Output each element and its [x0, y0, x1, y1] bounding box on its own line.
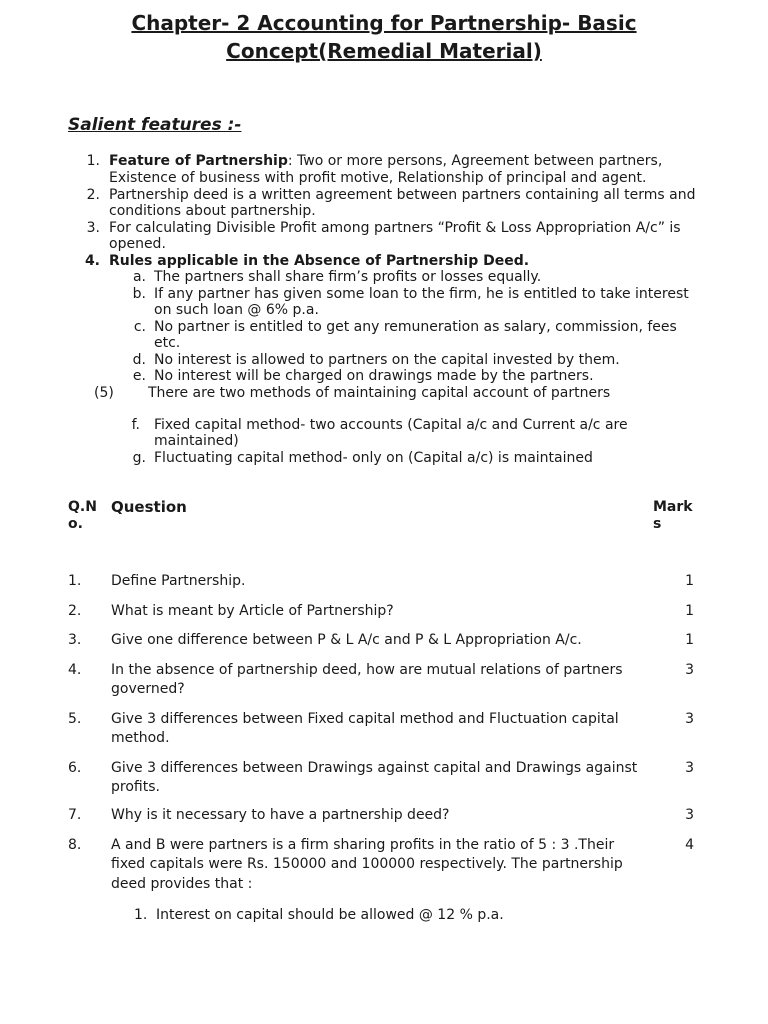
table-row-question: In the absence of partnership deed, how are mutual relations of partners [111, 662, 623, 678]
table-row-marks: 3 [685, 760, 694, 776]
feature-2-number: 2. [86, 187, 100, 203]
table-row-marks: 3 [685, 662, 694, 678]
rule-d-letter: d. [132, 352, 146, 368]
table-row-question: Define Partnership. [111, 573, 246, 589]
feature-2-line1: Partnership deed is a written agreement between partners containing all terms and [109, 187, 696, 203]
salient-features-heading: Salient features :- [68, 115, 242, 135]
feature-1-number: 1. [86, 153, 100, 169]
rule-e-line1: No interest will be charged on drawings made by the partners. [154, 368, 594, 384]
rule-e-letter: e. [132, 368, 146, 384]
rule-a-line1: The partners shall share firm’s profits or losses equally. [154, 269, 542, 285]
header-qno-line2: o. [68, 516, 83, 532]
table-row-question: What is meant by Article of Partnership? [111, 603, 394, 619]
table-row-question-cont: fixed capitals were Rs. 150000 and 100000 respectively. The partnership [111, 856, 623, 872]
feature-2-line2: conditions about partnership. [109, 203, 316, 219]
feature-5-number: (5) [94, 385, 114, 401]
rule-b-line1: If any partner has given some loan to the firm, he is entitled to take interest [154, 286, 689, 302]
feature-1-line2: Existence of business with profit motive, Relationship of principal and agent. [109, 170, 647, 186]
deed-item-text: Interest on capital should be allowed @ 12 % p.a. [156, 907, 504, 923]
table-row-number: 8. [68, 837, 82, 853]
table-row-marks: 4 [685, 837, 694, 853]
table-row-question-cont: governed? [111, 681, 185, 697]
method-f-line1: Fixed capital method- two accounts (Capital a/c and Current a/c are [154, 417, 628, 433]
table-row-question: Why is it necessary to have a partnership deed? [111, 807, 450, 823]
table-row-number: 6. [68, 760, 82, 776]
table-row-number: 1. [68, 573, 82, 589]
table-row-number: 7. [68, 807, 82, 823]
table-row-question: A and B were partners is a firm sharing profits in the ratio of 5 : 3 .Their [111, 837, 615, 853]
header-qno-line1: Q.N [68, 499, 97, 515]
feature-4-heading: Rules applicable in the Absence of Partnership Deed. [109, 253, 530, 269]
table-row-marks: 3 [685, 711, 694, 727]
feature-5-text: There are two methods of maintaining capital account of partners [148, 385, 611, 401]
table-row-number: 2. [68, 603, 82, 619]
table-row-question-cont: deed provides that : [111, 876, 253, 892]
table-row-marks: 1 [685, 603, 694, 619]
rule-c-line1: No partner is entitled to get any remuneration as salary, commission, fees [154, 319, 677, 335]
feature-4-number: 4. [84, 253, 100, 269]
rule-b-line2: on such loan @ 6% p.a. [154, 302, 319, 318]
method-f-letter: f. [131, 417, 140, 433]
feature-3-line1: For calculating Divisible Profit among partners “Profit & Loss Appropriation A/c” is [109, 220, 681, 236]
header-marks-line1: Mark [653, 499, 693, 515]
rule-c-letter: c. [133, 319, 146, 335]
feature-3-line2: opened. [109, 236, 166, 252]
page-title-line1: Chapter- 2 Accounting for Partnership- Basic [131, 11, 637, 35]
feature-1-rest: : Two or more persons, Agreement between partners, [287, 153, 663, 169]
method-f-line2: maintained) [154, 433, 239, 449]
rule-d-line1: No interest is allowed to partners on the capital invested by them. [154, 352, 620, 368]
rule-a-letter: a. [132, 269, 146, 285]
table-row-question: Give 3 differences between Drawings against capital and Drawings against [111, 760, 638, 776]
table-row-question-cont: profits. [111, 779, 160, 795]
page-title-line2: Concept(Remedial Material) [226, 39, 542, 63]
table-row-question-cont: method. [111, 730, 170, 746]
table-row-number: 3. [68, 632, 82, 648]
method-g-line1: Fluctuating capital method- only on (Capital a/c) is maintained [154, 450, 593, 466]
table-row-marks: 3 [685, 807, 694, 823]
deed-item-number: 1. [134, 907, 148, 923]
rule-b-letter: b. [132, 286, 146, 302]
table-row-question: Give one difference between P & L A/c and P & L Appropriation A/c. [111, 632, 582, 648]
table-row-question: Give 3 differences between Fixed capital method and Fluctuation capital [111, 711, 619, 727]
table-row-number: 5. [68, 711, 82, 727]
rule-c-line2: etc. [154, 335, 181, 351]
feature-1-bold: Feature of Partnership [109, 153, 288, 169]
table-row-marks: 1 [685, 632, 694, 648]
table-row-number: 4. [68, 662, 82, 678]
header-marks-line2: s [653, 516, 662, 532]
header-question: Question [111, 498, 187, 516]
table-row-marks: 1 [685, 573, 694, 589]
feature-1-line1 [109, 153, 662, 170]
method-g-letter: g. [132, 450, 146, 466]
feature-3-number: 3. [86, 220, 100, 236]
